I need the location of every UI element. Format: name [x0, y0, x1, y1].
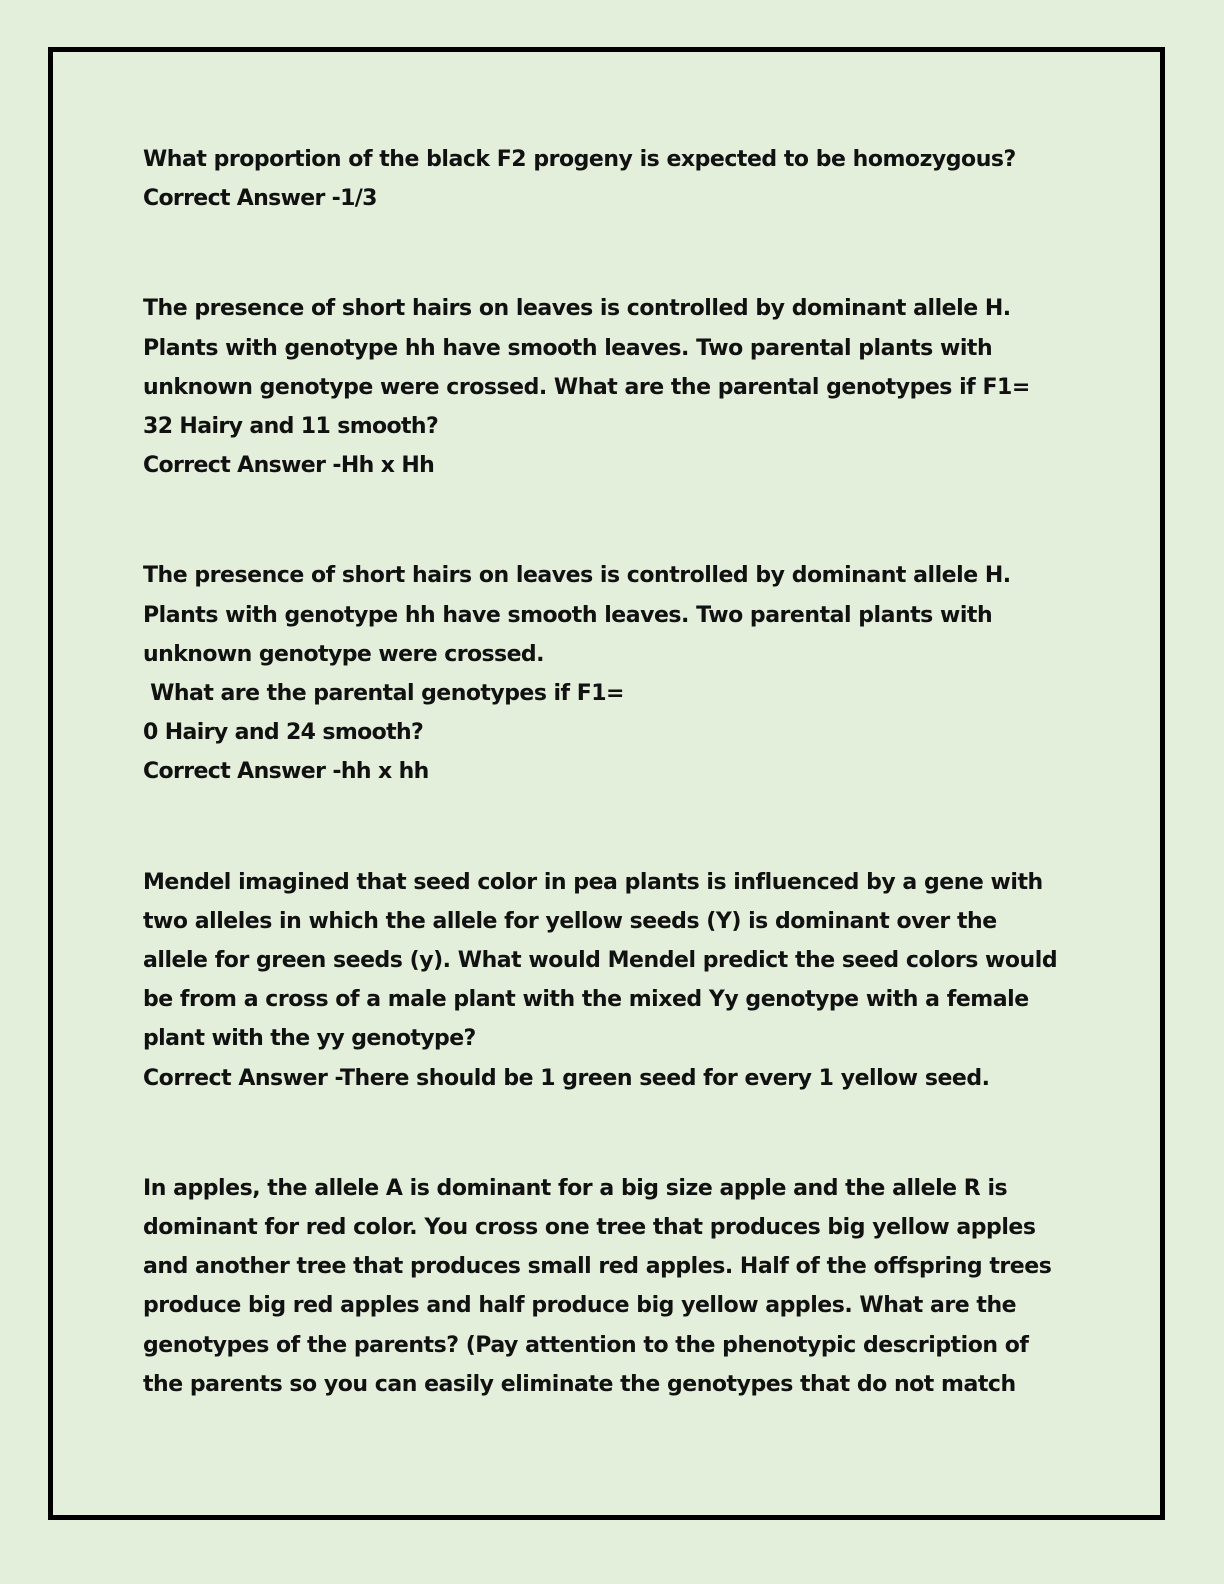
document-content [143, 140, 1083, 1404]
question-line: the parents so you can easily eliminate the genotypes that do not match [143, 1371, 1016, 1397]
question-line: plant with the yy genotype? [143, 1026, 476, 1052]
answer-line: Correct Answer -hh x hh [143, 759, 429, 785]
answer-line: Correct Answer -There should be 1 green seed for every 1 yellow seed. [143, 1065, 990, 1091]
question-line: unknown genotype were crossed. What are the parental genotypes if F1= [143, 374, 1030, 400]
question-line: What are the parental genotypes if F1= [143, 681, 624, 707]
question-line: 0 Hairy and 24 smooth? [143, 720, 424, 746]
question-line: dominant for red color. You cross one tree that produces big yellow apples [143, 1215, 1036, 1241]
qa-block-hairy-leaves-0-24 [143, 556, 1083, 791]
question-line: Plants with genotype hh have smooth leaves. Two parental plants with [143, 602, 993, 628]
question-line: unknown genotype were crossed. [143, 641, 544, 667]
question-line: and another tree that produces small red apples. Half of the offspring trees [143, 1254, 1052, 1280]
question-line: be from a cross of a male plant with the mixed Yy genotype with a female [143, 987, 1029, 1013]
qa-block-mendel-seed-color [143, 863, 1083, 1098]
question-line: The presence of short hairs on leaves is controlled by dominant allele H. [143, 563, 1011, 589]
question-line: produce big red apples and half produce big yellow apples. What are the [143, 1293, 1017, 1319]
question-line: Mendel imagined that seed color in pea plants is influenced by a gene with [143, 869, 1043, 895]
question-line: 32 Hairy and 11 smooth? [143, 414, 439, 440]
question-line: In apples, the allele A is dominant for a big size apple and the allele R is [143, 1175, 1008, 1201]
question-line: What proportion of the black F2 progeny is expected to be homozygous? [143, 147, 1016, 172]
question-line: genotypes of the parents? (Pay attention to the phenotypic description of [143, 1332, 1029, 1358]
question-line: two alleles in which the allele for yellow seeds (Y) is dominant over the [143, 908, 997, 934]
answer-line: Correct Answer -Hh x Hh [143, 453, 435, 479]
question-line: allele for green seeds (y). What would Mendel predict the seed colors would [143, 948, 1058, 974]
qa-block-apple-genotypes [143, 1169, 1083, 1404]
question-line: Plants with genotype hh have smooth leaves. Two parental plants with [143, 335, 993, 361]
qa-block-hairy-leaves-32-11 [143, 289, 1083, 485]
question-line: The presence of short hairs on leaves is controlled by dominant allele H. [143, 296, 1011, 322]
qa-block-homozygous-proportion [143, 140, 1083, 218]
answer-line: Correct Answer -1/3 [143, 186, 377, 212]
